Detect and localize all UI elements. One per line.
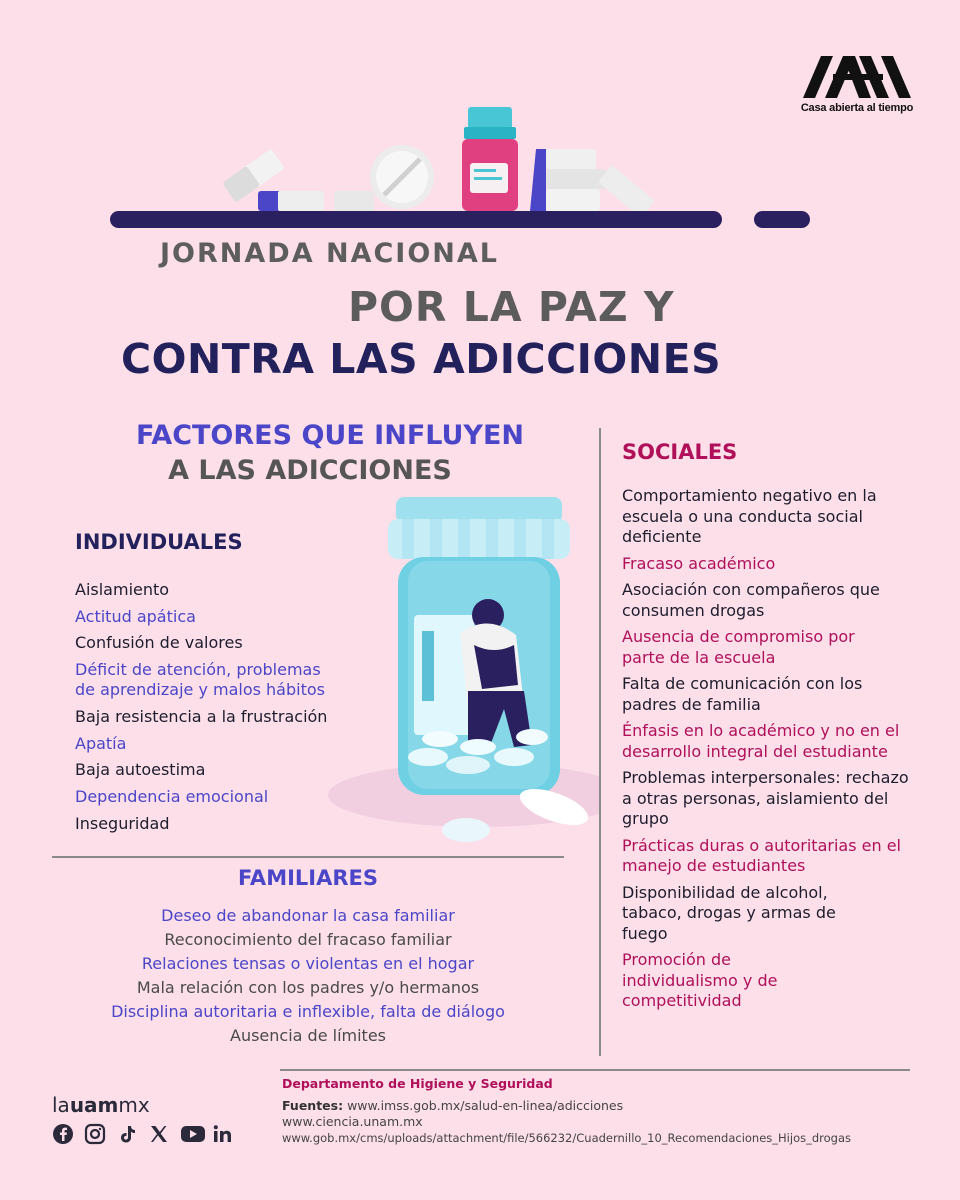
list-item: Relaciones tensas o violentas en el hogar (141, 954, 475, 973)
capsule-right (598, 165, 655, 215)
fuente-link-2[interactable]: www.ciencia.unam.mx (282, 1114, 423, 1129)
list-item: Comportamiento negativo en la escuela o una conducta social deficiente (622, 486, 877, 546)
list-item: Inseguridad (75, 813, 170, 833)
bottle-person-illustration (318, 495, 600, 850)
list-item: Baja autoestima (75, 760, 206, 780)
linkedin-icon[interactable] (212, 1123, 234, 1145)
familiares-heading: FAMILIARES (238, 866, 378, 890)
tiktok-icon[interactable] (116, 1123, 138, 1145)
familiares-list (52, 906, 564, 1050)
fuentes-label: Fuentes: (282, 1098, 344, 1113)
list-item: Disciplina autoritaria e inflexible, falta de diálogo (111, 1002, 505, 1021)
logo-tagline: Casa abierta al tiempo (800, 102, 914, 114)
youtube-icon[interactable] (180, 1123, 202, 1145)
list-item: Asociación con compañeros que consumen drogas (622, 580, 880, 620)
pill-bottle-small (462, 107, 518, 211)
sociales-list (622, 486, 942, 1018)
list-item: Dependencia emocional (75, 787, 269, 807)
list-item: de aprendizaje y malos hábitos (75, 680, 325, 700)
uam-logo (792, 56, 922, 114)
list-item: Aislamiento (75, 580, 170, 599)
list-item: Prácticas duras o autoritarias en el manejo de estudiantes (622, 835, 901, 875)
list-item: Énfasis en lo académico y no en el desarrollo integral del estudiante (622, 721, 900, 761)
social-icons (52, 1123, 234, 1145)
uam-logo-mark (803, 56, 911, 98)
facebook-icon[interactable] (52, 1123, 74, 1145)
handle-bold: uam (69, 1093, 119, 1117)
list-item: Fracaso académico (622, 553, 776, 573)
list-item: Promoción de individualismo y de competitividad (622, 950, 778, 1010)
list-item: Reconocimiento del fracaso familiar (164, 930, 452, 949)
list-item: Confusión de valores (75, 633, 243, 653)
shelf-bar (110, 211, 722, 228)
list-item: Ausencia de límites (230, 1026, 386, 1045)
shelf-dash (754, 211, 810, 228)
sociales-heading: SOCIALES (622, 440, 738, 464)
x-icon[interactable] (148, 1123, 170, 1145)
list-item: Ausencia de compromiso por parte de la escuela (622, 627, 855, 667)
departamento: Departamento de Higiene y Seguridad (282, 1076, 553, 1091)
list-item: Disponibilidad de alcohol, tabaco, drogas y armas de fuego (622, 882, 836, 943)
individuales-heading: INDIVIDUALES (75, 530, 243, 554)
list-item: Déficit de atención, problemas (75, 659, 321, 679)
blister-white (278, 191, 324, 211)
fuente-link-3[interactable]: www.gob.mx/cms/uploads/attachment/file/566232/Cuadernillo_10_Recomendaciones_Hijos_drogas (282, 1131, 852, 1145)
list-item: Apatía (75, 733, 127, 753)
blister-white-2 (334, 191, 374, 211)
title-por-la-paz: POR LA PAZ Y (348, 283, 675, 331)
blister-stand-purple (530, 149, 546, 211)
individuales-list (75, 580, 327, 841)
list-item: Mala relación con los padres y/o hermanos (136, 978, 480, 997)
fuente-link-1[interactable]: www.imss.gob.mx/salud-en-linea/adicciones (347, 1098, 624, 1113)
handle-post: mx (118, 1093, 150, 1117)
vertical-divider (599, 428, 601, 1056)
list-item: Falta de comunicación con los padres de familia (622, 674, 863, 714)
list-item: Actitud apática (75, 606, 196, 626)
title-jornada: JORNADA NACIONAL (160, 238, 499, 269)
factores-subtitle: A LAS ADICCIONES (168, 455, 452, 486)
footer-divider (280, 1069, 910, 1071)
fuentes (282, 1098, 851, 1146)
divider-familiares (52, 856, 564, 858)
instagram-icon[interactable] (84, 1123, 106, 1145)
list-item: Baja resistencia a la frustración (75, 707, 328, 727)
list-item: Problemas interpersonales: rechazo a otras personas, aislamiento del grupo (622, 768, 909, 828)
handle-pre: la (52, 1093, 70, 1117)
social-handle[interactable] (52, 1093, 150, 1117)
loose-pill-2 (442, 818, 490, 842)
factores-title: FACTORES QUE INFLUYEN (135, 420, 525, 451)
shelf-pills-illustration (200, 105, 680, 215)
list-item: Deseo de abandonar la casa familiar (161, 906, 455, 925)
title-contra-adicciones: CONTRA LAS ADICCIONES (121, 335, 722, 383)
